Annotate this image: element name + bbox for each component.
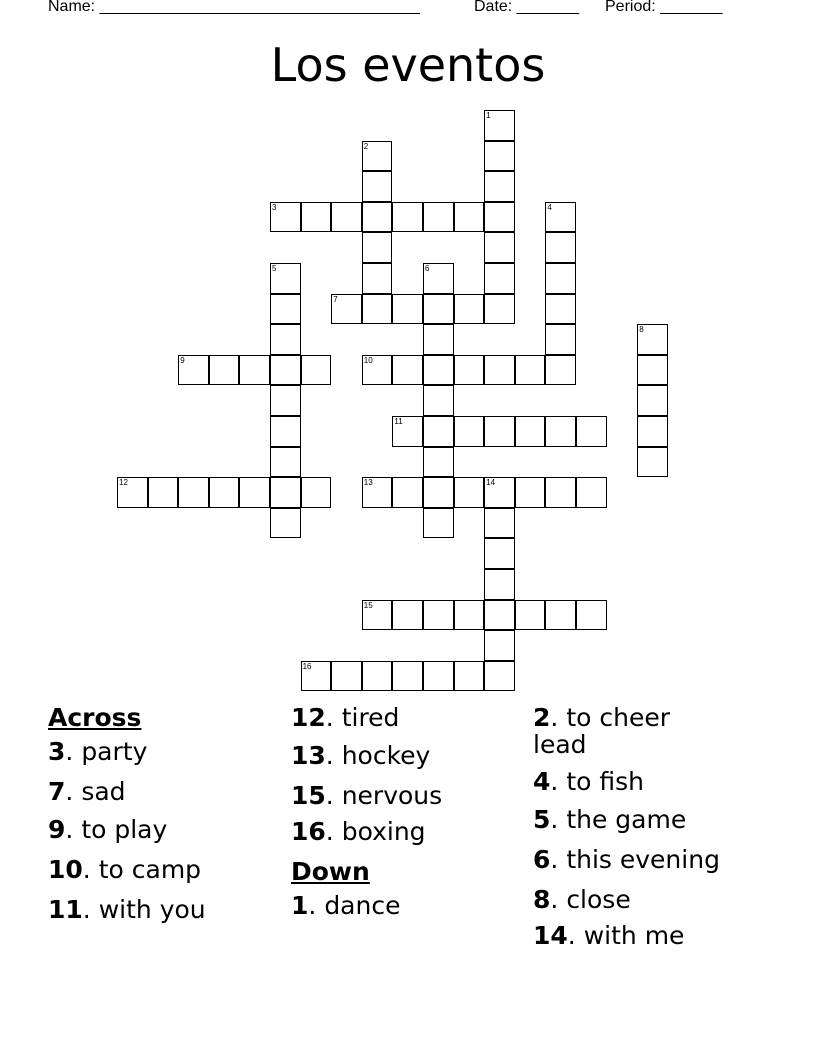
grid-cell[interactable] bbox=[484, 600, 515, 631]
grid-cell[interactable] bbox=[423, 263, 454, 294]
clue-text: to cheer bbox=[566, 703, 670, 732]
grid-cell[interactable] bbox=[454, 600, 485, 631]
grid-cell[interactable] bbox=[484, 538, 515, 569]
grid-cell[interactable] bbox=[270, 324, 301, 355]
clue-number: 5 bbox=[272, 264, 277, 273]
clue-number-label: 9 bbox=[48, 815, 66, 844]
clue-number-label: 10 bbox=[48, 855, 83, 884]
grid-cell[interactable] bbox=[362, 263, 393, 294]
clue-number-label: 16 bbox=[291, 817, 326, 846]
clue-number-label: 8 bbox=[533, 885, 551, 914]
grid-cell[interactable] bbox=[545, 477, 576, 508]
grid-cell[interactable] bbox=[423, 385, 454, 416]
clue-text: sad bbox=[81, 777, 126, 806]
grid-cell[interactable] bbox=[392, 477, 423, 508]
clue-number-label: 13 bbox=[291, 741, 326, 770]
grid-cell[interactable] bbox=[331, 661, 362, 692]
grid-cell[interactable] bbox=[637, 416, 668, 447]
grid-cell[interactable] bbox=[545, 232, 576, 263]
grid-cell[interactable] bbox=[148, 477, 179, 508]
grid-cell[interactable] bbox=[454, 355, 485, 386]
grid-cell[interactable] bbox=[484, 477, 515, 508]
grid-cell[interactable] bbox=[637, 447, 668, 478]
grid-cell[interactable] bbox=[454, 477, 485, 508]
grid-cell[interactable] bbox=[515, 355, 546, 386]
grid-cell[interactable] bbox=[423, 324, 454, 355]
grid-cell[interactable] bbox=[362, 202, 393, 233]
grid-cell[interactable] bbox=[239, 355, 270, 386]
grid-cell[interactable] bbox=[484, 630, 515, 661]
clue-number: 9 bbox=[180, 355, 185, 365]
grid-cell[interactable] bbox=[178, 355, 209, 386]
clue-number-label: 12 bbox=[291, 703, 326, 732]
clue-number: 2 bbox=[363, 141, 369, 151]
grid-cell[interactable] bbox=[576, 600, 607, 631]
grid-cell[interactable] bbox=[545, 416, 576, 447]
clue-item: 10. to camp bbox=[48, 855, 202, 884]
grid-cell[interactable] bbox=[239, 477, 270, 508]
grid-cell[interactable] bbox=[545, 202, 576, 233]
grid-cell[interactable] bbox=[362, 294, 393, 325]
grid-cell[interactable] bbox=[178, 477, 209, 508]
grid-cell[interactable] bbox=[454, 202, 485, 233]
grid-cell[interactable] bbox=[362, 141, 393, 172]
grid-cell[interactable] bbox=[637, 355, 668, 386]
clue-item: 16. boxing bbox=[291, 817, 426, 846]
grid-cell[interactable] bbox=[454, 416, 485, 447]
clue-number-label: 15 bbox=[291, 781, 326, 810]
grid-cell[interactable] bbox=[484, 569, 515, 600]
page-title: Los eventos bbox=[270, 38, 546, 92]
clue-text: nervous bbox=[341, 781, 443, 810]
clue-number: 8 bbox=[639, 325, 644, 335]
clue-text: to play bbox=[81, 815, 168, 844]
clue-number-label: 4 bbox=[533, 767, 551, 796]
grid-cell[interactable] bbox=[392, 600, 423, 631]
grid-cell[interactable] bbox=[117, 477, 148, 508]
clue-number-label: 3 bbox=[48, 737, 66, 766]
grid-cell[interactable] bbox=[423, 508, 454, 539]
grid-cell[interactable] bbox=[392, 661, 423, 692]
clue-item: 1. dance bbox=[291, 891, 401, 920]
grid-cell[interactable] bbox=[301, 477, 332, 508]
clue-text: close bbox=[566, 885, 631, 914]
clue-item: 15. nervous bbox=[291, 781, 443, 810]
clue-item: 6. this evening bbox=[533, 845, 720, 874]
grid-cell[interactable] bbox=[362, 477, 393, 508]
grid-cell[interactable] bbox=[423, 661, 454, 692]
clue-text: to camp bbox=[98, 855, 202, 884]
grid-cell[interactable] bbox=[331, 294, 362, 325]
grid-cell[interactable] bbox=[454, 294, 485, 325]
clue-item: 8. close bbox=[533, 885, 631, 914]
grid-cell[interactable] bbox=[209, 477, 240, 508]
grid-cell[interactable] bbox=[515, 600, 546, 631]
grid-cell[interactable] bbox=[423, 416, 454, 447]
clue-number: 10 bbox=[363, 355, 373, 365]
grid-cell[interactable] bbox=[484, 171, 515, 202]
name-field[interactable]: Name: ____________________________________ bbox=[48, 0, 420, 15]
clue-item: 9. to play bbox=[48, 815, 168, 844]
clue-text: tired bbox=[341, 703, 400, 732]
grid-cell[interactable] bbox=[545, 355, 576, 386]
across-heading: Across bbox=[48, 703, 142, 732]
grid-cell[interactable] bbox=[423, 600, 454, 631]
grid-cell[interactable] bbox=[423, 202, 454, 233]
clue-number-label: 11 bbox=[48, 895, 83, 924]
clue-text: with you bbox=[98, 895, 206, 924]
grid-cell[interactable] bbox=[362, 600, 393, 631]
clue-text: boxing bbox=[341, 817, 426, 846]
grid-cell[interactable] bbox=[423, 355, 454, 386]
clue-number: 1 bbox=[486, 111, 491, 120]
clue-text: to fish bbox=[566, 767, 644, 796]
grid-cell[interactable] bbox=[362, 355, 393, 386]
grid-cell[interactable] bbox=[515, 416, 546, 447]
clue-number-label: 14 bbox=[533, 921, 568, 950]
grid-cell[interactable] bbox=[209, 355, 240, 386]
clue-number-label: 1 bbox=[291, 891, 309, 920]
grid-cell[interactable] bbox=[484, 110, 515, 141]
clue-number: 12 bbox=[119, 478, 128, 488]
clue-number: 16 bbox=[302, 661, 312, 671]
grid-cell[interactable] bbox=[576, 416, 607, 447]
grid-cell[interactable] bbox=[270, 355, 301, 386]
clue-number: 7 bbox=[333, 294, 338, 304]
grid-cell[interactable] bbox=[270, 477, 301, 508]
clue-item: 4. to fish bbox=[533, 767, 644, 796]
grid-cell[interactable] bbox=[454, 661, 485, 692]
grid-cell[interactable] bbox=[270, 508, 301, 539]
clue-item: 13. hockey bbox=[291, 741, 431, 770]
period-field[interactable]: Period: _______ bbox=[605, 0, 723, 15]
clue-text: this evening bbox=[566, 845, 720, 874]
grid-cell[interactable] bbox=[545, 600, 576, 631]
grid-cell[interactable] bbox=[392, 294, 423, 325]
clue-number: 4 bbox=[547, 202, 552, 212]
clue-number: 15 bbox=[363, 600, 373, 610]
clue-number-label: 7 bbox=[48, 777, 66, 806]
grid-cell[interactable] bbox=[362, 232, 393, 263]
grid-cell[interactable] bbox=[423, 447, 454, 478]
grid-cell[interactable] bbox=[270, 447, 301, 478]
clue-number-label: 6 bbox=[533, 845, 551, 874]
grid-cell[interactable] bbox=[362, 171, 393, 202]
grid-cell[interactable] bbox=[484, 355, 515, 386]
grid-cell[interactable] bbox=[515, 477, 546, 508]
grid-cell[interactable] bbox=[270, 385, 301, 416]
clue-number: 11 bbox=[394, 417, 403, 426]
clue-item: 5. the game bbox=[533, 805, 687, 834]
grid-cell[interactable] bbox=[270, 202, 301, 233]
clue-item: 2. to cheer lead bbox=[533, 703, 670, 759]
clue-number: 6 bbox=[425, 264, 430, 273]
grid-cell[interactable] bbox=[301, 202, 332, 233]
grid-cell[interactable] bbox=[484, 202, 515, 233]
grid-cell[interactable] bbox=[637, 324, 668, 355]
grid-cell[interactable] bbox=[576, 477, 607, 508]
grid-cell[interactable] bbox=[423, 294, 454, 325]
clue-text: the game bbox=[566, 805, 687, 834]
grid-cell[interactable] bbox=[484, 232, 515, 263]
grid-cell[interactable] bbox=[484, 294, 515, 325]
grid-cell[interactable] bbox=[484, 263, 515, 294]
grid-cell[interactable] bbox=[392, 355, 423, 386]
clue-number-label: 5 bbox=[533, 805, 551, 834]
grid-cell[interactable] bbox=[392, 416, 423, 447]
grid-cell[interactable] bbox=[270, 263, 301, 294]
grid-cell[interactable] bbox=[637, 385, 668, 416]
clue-item: 12. tired bbox=[291, 703, 400, 732]
clue-number: 3 bbox=[272, 202, 277, 212]
down-heading: Down bbox=[291, 857, 370, 886]
grid-cell[interactable] bbox=[270, 416, 301, 447]
clue-item: 7. sad bbox=[48, 777, 126, 806]
grid-cell[interactable] bbox=[545, 324, 576, 355]
clue-number: 13 bbox=[363, 478, 373, 488]
grid-cell[interactable] bbox=[301, 355, 332, 386]
clue-text: dance bbox=[324, 891, 401, 920]
clue-text-continued: lead bbox=[533, 730, 587, 759]
clue-number-label: 2 bbox=[533, 703, 551, 732]
grid-cell[interactable] bbox=[484, 141, 515, 172]
clue-text: with me bbox=[583, 921, 685, 950]
clue-text: party bbox=[81, 737, 148, 766]
grid-cell[interactable] bbox=[362, 661, 393, 692]
grid-cell[interactable] bbox=[545, 294, 576, 325]
clue-text: hockey bbox=[341, 741, 431, 770]
grid-cell[interactable] bbox=[270, 294, 301, 325]
grid-cell[interactable] bbox=[484, 508, 515, 539]
grid-cell[interactable] bbox=[484, 661, 515, 692]
grid-cell[interactable] bbox=[545, 263, 576, 294]
date-field[interactable]: Date: _______ bbox=[474, 0, 579, 15]
clue-item: 14. with me bbox=[533, 921, 685, 950]
clue-number: 14 bbox=[486, 478, 496, 488]
clue-item: 11. with you bbox=[48, 895, 206, 924]
grid-cell[interactable] bbox=[331, 202, 362, 233]
grid-cell[interactable] bbox=[423, 477, 454, 508]
clue-item: 3. party bbox=[48, 737, 148, 766]
grid-cell[interactable] bbox=[392, 202, 423, 233]
grid-cell[interactable] bbox=[301, 661, 332, 692]
grid-cell[interactable] bbox=[484, 416, 515, 447]
